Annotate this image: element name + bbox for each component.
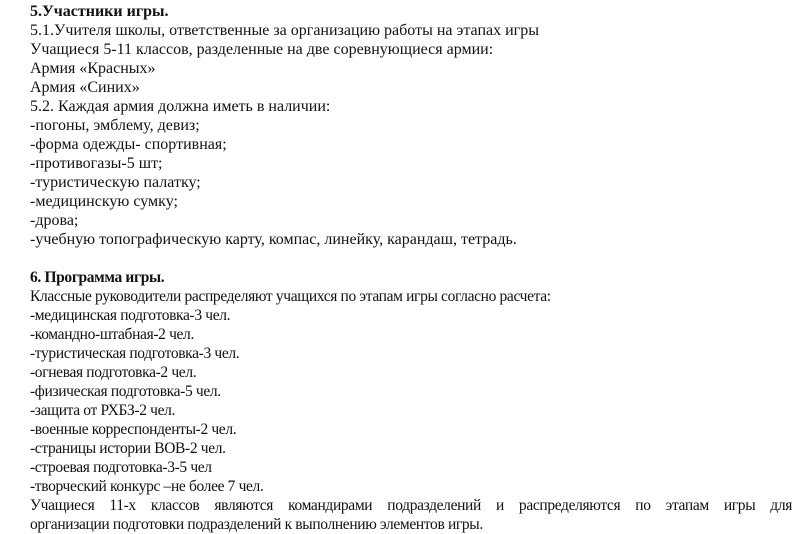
paragraph-students: Учащиеся 5-11 классов, разделенные на две соревнующиеся армии:: [30, 41, 494, 58]
closing-paragraph-line-1: Учащиеся 11-х классов являются командирами подразделений и распределяются по этапам игры для: [30, 497, 792, 514]
list-item: -дрова;: [30, 212, 79, 229]
list-item: -форма одежды- спортивная;: [30, 136, 227, 153]
paragraph-5-2: 5.2. Каждая армия должна иметь в наличии:: [30, 98, 331, 115]
list-item: -медицинская подготовка-3 чел.: [30, 307, 231, 324]
program-intro: Классные руководители распределяют учащихся по этапам игры согласно расчета:: [30, 288, 551, 305]
document-page: [30, 2, 798, 534]
section-participants: [30, 2, 798, 249]
section-6-heading: 6. Программа игры.: [30, 269, 165, 286]
list-item: -командно-штабная-2 чел.: [30, 326, 194, 343]
list-item: -противогазы-5 шт;: [30, 155, 163, 172]
section-5-heading: 5.Участники игры.: [30, 3, 169, 20]
list-item: -творческий конкурс –не более 7 чел.: [30, 478, 264, 495]
list-item: -страницы истории ВОВ-2 чел.: [30, 440, 226, 457]
paragraph-gap: [30, 249, 798, 268]
section-program: [30, 268, 798, 534]
list-item: -учебную топографическую карту, компас, линейку, карандаш, тетрадь.: [30, 231, 517, 248]
list-item: -строевая подготовка-3-5 чел: [30, 459, 212, 476]
list-item: -огневая подготовка-2 чел.: [30, 364, 197, 381]
list-item: -туристическая подготовка-3 чел.: [30, 345, 240, 362]
list-item: -погоны, эмблему, девиз;: [30, 117, 200, 134]
list-item: -военные корреспонденты-2 чел.: [30, 421, 237, 438]
list-item: -физическая подготовка-5 чел.: [30, 383, 221, 400]
army-blue: Армия «Синих»: [30, 79, 140, 96]
paragraph-5-1: 5.1.Учителя школы, ответственные за организацию работы на этапах игры: [30, 22, 539, 39]
list-item: -медицинскую сумку;: [30, 193, 178, 210]
army-red: Армия «Красных»: [30, 60, 156, 77]
closing-paragraph-line-2: организации подготовки подразделений к выполнению элементов игры.: [30, 516, 483, 533]
list-item: -защита от РХБЗ-2 чел.: [30, 402, 176, 419]
list-item: -туристическую палатку;: [30, 174, 201, 191]
